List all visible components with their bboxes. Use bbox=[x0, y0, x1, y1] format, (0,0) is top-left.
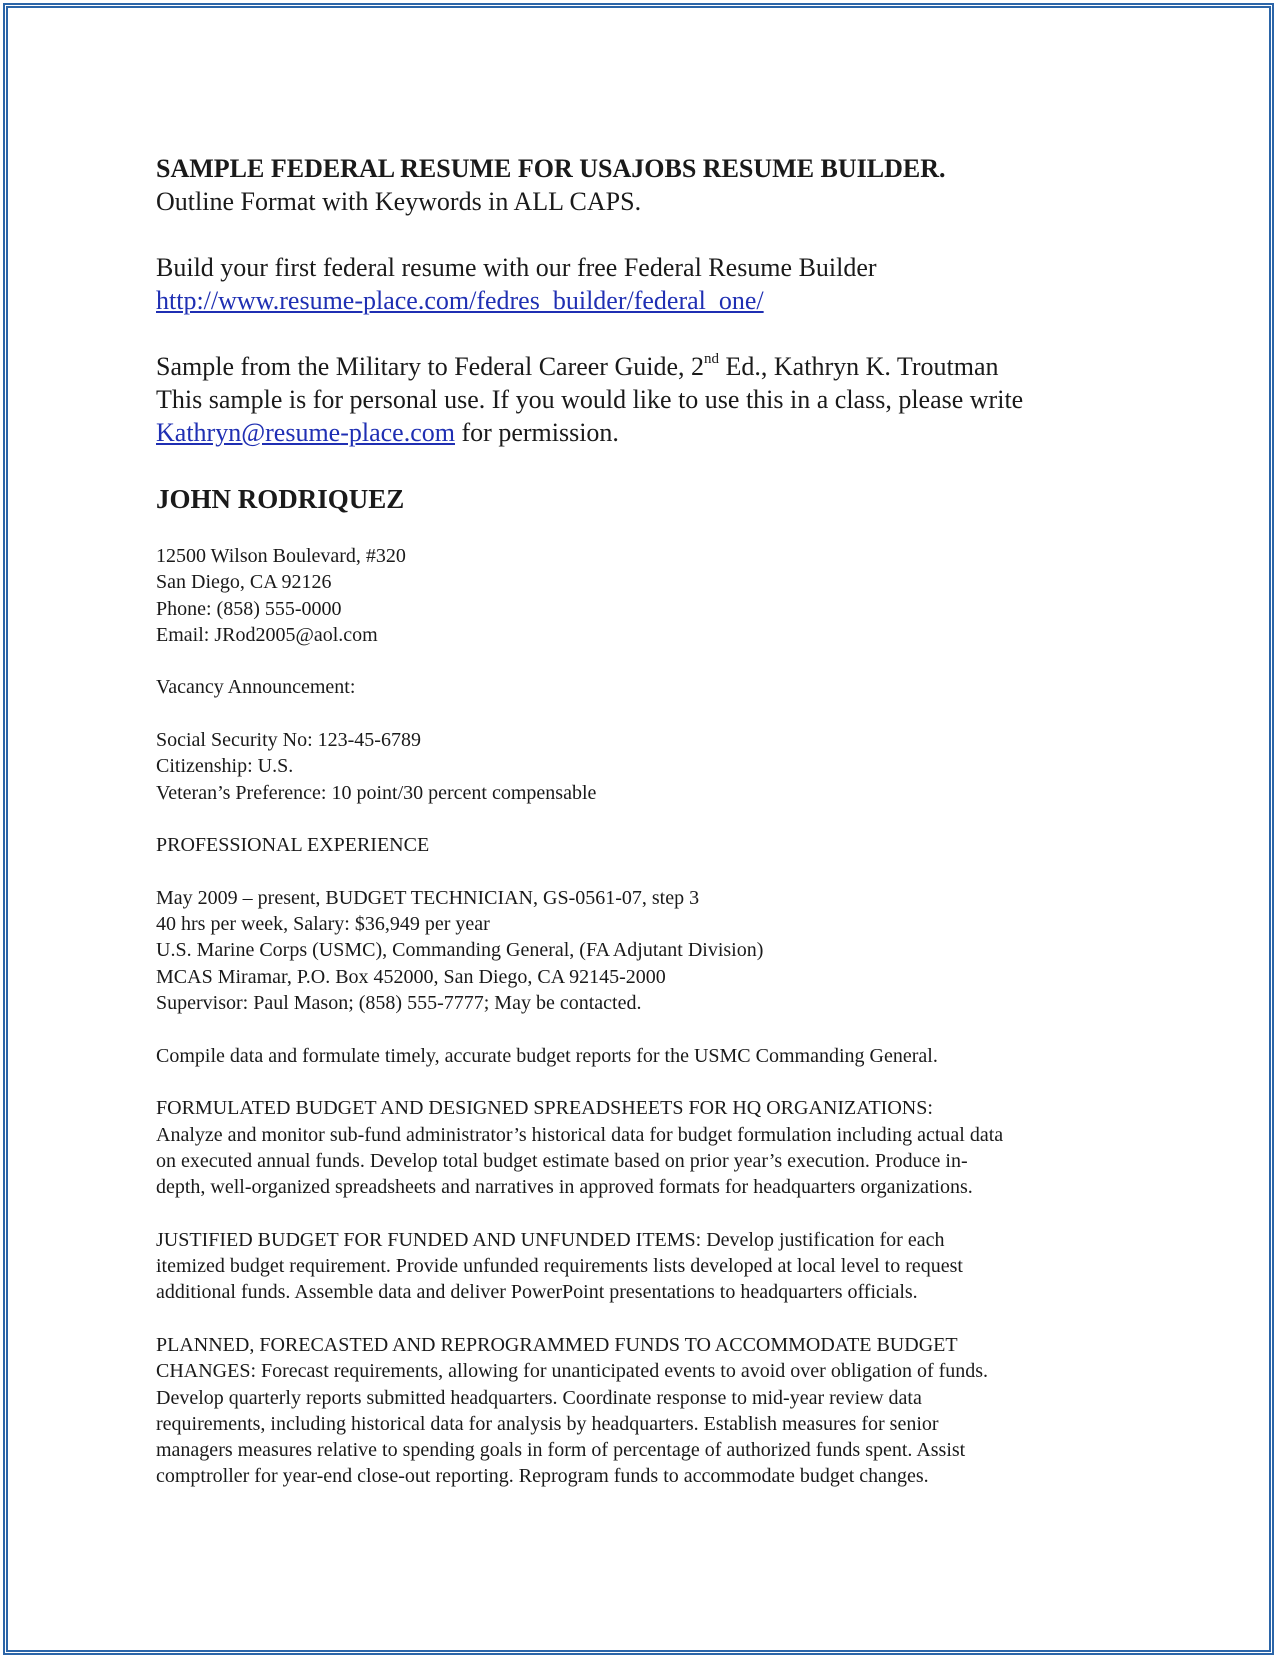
ssn-line: Social Security No: 123-45-6789 bbox=[156, 729, 421, 752]
job-line: 40 hrs per week, Salary: $36,949 per year bbox=[156, 913, 490, 936]
email-link[interactable]: Kathryn@resume-place.com bbox=[156, 418, 455, 447]
paragraph-line: additional funds. Assemble data and deliver PowerPoint presentations to headquarters officials. bbox=[156, 1281, 918, 1304]
permission-line: Kathryn@resume-place.com for permission. bbox=[156, 418, 619, 447]
applicant-name: JOHN RODRIQUEZ bbox=[156, 484, 405, 514]
document-title: SAMPLE FEDERAL RESUME FOR USAJOBS RESUME BUILDER. bbox=[156, 154, 946, 183]
builder-intro: Build your first federal resume with our free Federal Resume Builder bbox=[156, 253, 877, 282]
paragraph-line: FORMULATED BUDGET AND DESIGNED SPREADSHEETS FOR HQ ORGANIZATIONS: bbox=[156, 1097, 933, 1120]
job-line: MCAS Miramar, P.O. Box 452000, San Diego, CA 92145-2000 bbox=[156, 965, 666, 988]
job-line: U.S. Marine Corps (USMC), Commanding General, (FA Adjutant Division) bbox=[156, 939, 764, 962]
veteran-preference-line: Veteran’s Preference: 10 point/30 percent compensable bbox=[156, 781, 597, 804]
address-line-2: San Diego, CA 92126 bbox=[156, 571, 332, 594]
paragraph-line: PLANNED, FORECASTED AND REPROGRAMMED FUNDS TO ACCOMMODATE BUDGET bbox=[156, 1333, 958, 1356]
paragraph-line: on executed annual funds. Develop total budget estimate based on prior year’s execution. Produce in- bbox=[156, 1149, 968, 1172]
phone-line: Phone: (858) 555-0000 bbox=[156, 597, 342, 620]
job-line: May 2009 – present, BUDGET TECHNICIAN, GS-0561-07, step 3 bbox=[156, 886, 700, 909]
job-summary: Compile data and formulate timely, accurate budget reports for the USMC Commanding General. bbox=[156, 1044, 938, 1067]
paragraph-line: CHANGES: Forecast requirements, allowing for unanticipated events to avoid over obligation of funds. bbox=[156, 1360, 989, 1383]
paragraph-line: itemized budget requirement. Provide unfunded requirements lists developed at local level to request bbox=[156, 1255, 963, 1278]
paragraph-line: JUSTIFIED BUDGET FOR FUNDED AND UNFUNDED ITEMS: Develop justification for each bbox=[156, 1228, 945, 1251]
citizenship-line: Citizenship: U.S. bbox=[156, 755, 294, 778]
email-line: Email: JRod2005@aol.com bbox=[156, 623, 378, 646]
address-line-1: 12500 Wilson Boulevard, #320 bbox=[156, 545, 406, 567]
personal-use-note: This sample is for personal use. If you would like to use this in a class, please write bbox=[156, 385, 1024, 414]
sample-source: Sample from the Military to Federal Career Guide, 2nd Ed., Kathryn K. Troutman bbox=[156, 351, 999, 381]
paragraph-line: depth, well-organized spreadsheets and narratives in approved formats for headquarters organizations. bbox=[156, 1176, 973, 1199]
paragraph-line: requirements, including historical data for analysis by headquarters. Establish measures for senior bbox=[156, 1412, 939, 1435]
paragraph-line: Develop quarterly reports submitted headquarters. Coordinate response to mid-year review data bbox=[156, 1386, 922, 1409]
paragraph-line: Analyze and monitor sub-fund administrator’s historical data for budget formulation including actual data bbox=[156, 1123, 1004, 1146]
document-subtitle: Outline Format with Keywords in ALL CAPS. bbox=[156, 187, 642, 216]
experience-heading: PROFESSIONAL EXPERIENCE bbox=[156, 834, 430, 857]
job-line: Supervisor: Paul Mason; (858) 555-7777; May be contacted. bbox=[156, 992, 642, 1015]
resume-document bbox=[156, 152, 1156, 1490]
paragraph-line: comptroller for year-end close-out reporting. Reprogram funds to accommodate budget changes. bbox=[156, 1465, 929, 1488]
vacancy-announcement: Vacancy Announcement: bbox=[156, 676, 356, 699]
paragraph-line: managers measures relative to spending goals in form of percentage of authorized funds spent. Assist bbox=[156, 1439, 966, 1462]
builder-link[interactable]: http://www.resume-place.com/fedres_builder/federal_one/ bbox=[156, 286, 764, 315]
